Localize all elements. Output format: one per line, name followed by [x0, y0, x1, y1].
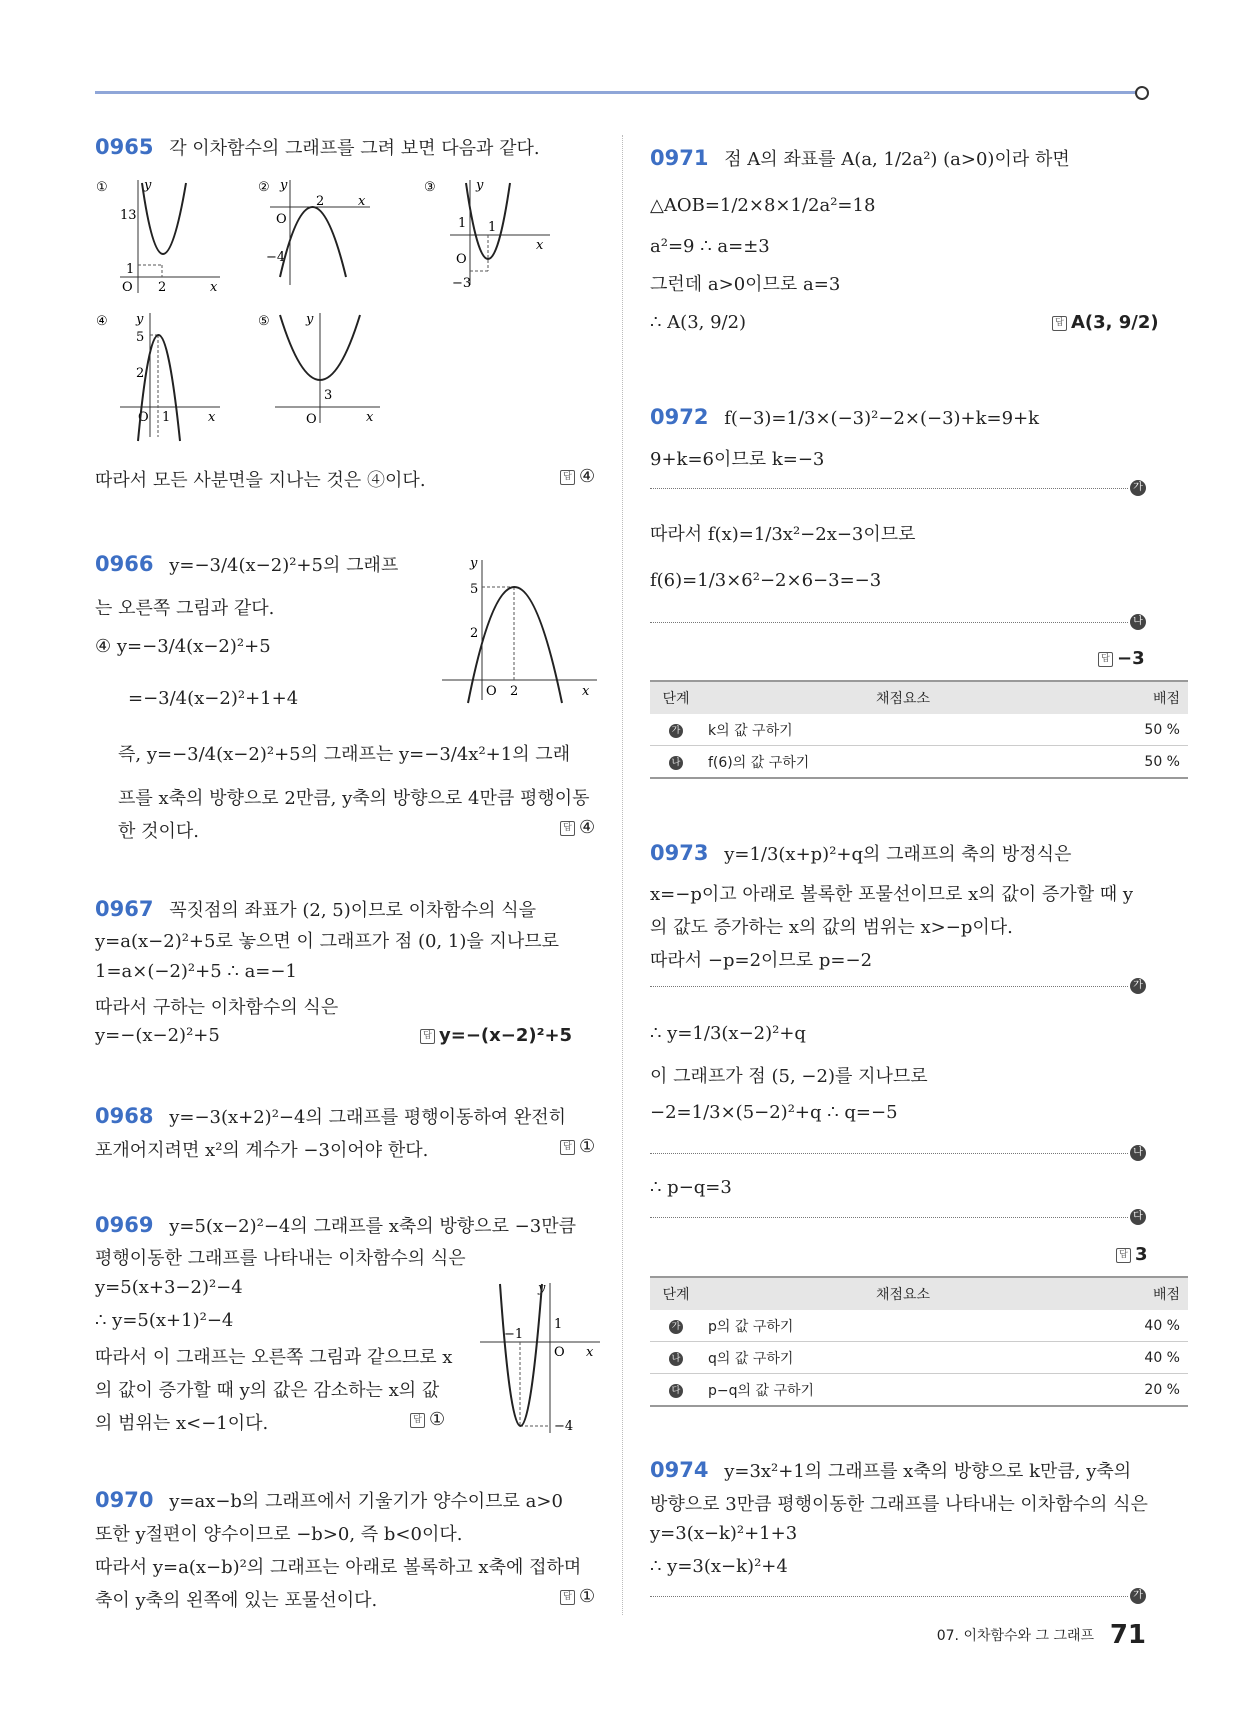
step-mark-da: 다 [1130, 1209, 1146, 1225]
row-item: f(6)의 값 구하기 [702, 746, 1099, 779]
svg-text:5: 5 [136, 330, 145, 345]
graphs-0965 [90, 175, 620, 445]
graph-2 [258, 178, 370, 285]
answer-0970 [560, 1586, 595, 1607]
problem-text: f(−3)=1/3×(−3)²−2×(−3)+k=9+k [724, 408, 1040, 429]
problem-0969-header [95, 1212, 576, 1238]
table-row [650, 1342, 1188, 1374]
table-header-row [650, 681, 1188, 714]
step-mark-ga: 가 [1130, 1588, 1146, 1604]
answer-0967 [420, 1025, 572, 1046]
row-score: 50 % [1099, 714, 1188, 746]
problem-text: 꼭짓점의 좌표가 (2, 5)이므로 이차함수의 식을 [169, 900, 537, 921]
problem-0967-header [95, 896, 536, 922]
problem-text: 각 이차함수의 그래프를 그려 보면 다음과 같다. [169, 138, 540, 159]
problem-number: 0972 [650, 405, 709, 429]
problem-number: 0965 [95, 135, 154, 159]
step-divider [650, 1596, 1128, 1597]
text-line: y=a(x−2)²+5로 놓으면 이 그래프가 점 (0, 1)을 지나므로 [95, 931, 560, 952]
problem-text: y=−3/4(x−2)²+5의 그래프 [169, 555, 399, 576]
answer-0966 [560, 817, 595, 838]
text-line: ∴ y=3(x−k)²+4 [650, 1556, 788, 1577]
problem-text: y=−3(x+2)²−4의 그래프를 평행이동하여 완전히 [169, 1107, 567, 1128]
problem-0968-header [95, 1103, 566, 1129]
graph-0969 [480, 1278, 610, 1438]
svg-text:O: O [122, 280, 133, 295]
graph-label: ② [258, 180, 270, 195]
svg-text:1: 1 [126, 262, 135, 277]
answer-value: −3 [1117, 648, 1145, 669]
svg-text:−4: −4 [554, 1419, 574, 1434]
problem-text: 점 A의 좌표를 A(a, 1/2a²) (a>0)이라 하면 [724, 149, 1070, 170]
problem-number: 0971 [650, 146, 709, 170]
svg-text:2: 2 [510, 684, 519, 699]
table-row [650, 746, 1188, 779]
svg-text:1: 1 [162, 410, 171, 425]
text-line: f(6)=1/3×6²−2×6−3=−3 [650, 570, 882, 591]
svg-text:−1: −1 [504, 1327, 524, 1342]
step-divider [650, 622, 1128, 623]
table-row [650, 1374, 1188, 1407]
svg-text:y: y [144, 178, 152, 193]
graph-label: ④ [96, 314, 108, 329]
graph-4 [96, 312, 220, 441]
answer-icon: 답 [420, 1029, 435, 1044]
step-mark-na: 나 [1130, 1145, 1146, 1161]
svg-text:O: O [138, 410, 149, 425]
svg-text:O: O [486, 684, 497, 699]
table-row [650, 1310, 1188, 1342]
problem-0974-header [650, 1457, 1131, 1483]
svg-text:x: x [586, 1345, 594, 1360]
step-mark: 가 [669, 1320, 683, 1334]
text-line: y=3(x−k)²+1+3 [650, 1523, 798, 1544]
text-line: −2=1/3×(5−2)²+q ∴ q=−5 [650, 1102, 898, 1123]
step-mark: 다 [669, 1384, 683, 1398]
text-line: 따라서 이 그래프는 오른쪽 그림과 같으므로 x [95, 1347, 453, 1368]
svg-text:x: x [208, 410, 216, 425]
page-number: 71 [1109, 1620, 1146, 1650]
answer-icon: 답 [1098, 652, 1113, 667]
svg-text:y: y [470, 556, 478, 571]
answer-0969 [410, 1409, 445, 1430]
answer-icon: 답 [1052, 316, 1067, 331]
text-line: a²=9 ∴ a=±3 [650, 236, 770, 257]
text-line: y=5(x+3−2)²−4 [95, 1277, 243, 1298]
answer-value: 3 [1135, 1244, 1148, 1265]
text-line: 평행이동한 그래프를 나타내는 이차함수의 식은 [95, 1248, 466, 1269]
problem-number: 0970 [95, 1488, 154, 1512]
answer-icon: 답 [1116, 1248, 1131, 1263]
svg-text:O: O [306, 412, 317, 427]
svg-text:1: 1 [554, 1317, 563, 1332]
problem-0973-header [650, 840, 1071, 866]
text-line: 의 값도 증가하는 x의 값의 범위는 x>−p이다. [650, 917, 1013, 938]
header-item: 채점요소 [702, 681, 1099, 714]
step-mark-ga: 가 [1130, 978, 1146, 994]
row-score: 40 % [1099, 1342, 1188, 1374]
problem-number: 0973 [650, 841, 709, 865]
text-line: ∴ y=1/3(x−2)²+q [650, 1023, 806, 1044]
answer-value: y=−(x−2)²+5 [439, 1025, 573, 1046]
answer-0972 [1098, 648, 1145, 669]
svg-text:x: x [210, 280, 218, 295]
step-divider [650, 488, 1128, 489]
problem-0970-header [95, 1487, 563, 1513]
problem-number: 0968 [95, 1104, 154, 1128]
svg-text:2: 2 [158, 280, 167, 295]
problem-text: y=1/3(x+p)²+q의 그래프의 축의 방정식은 [724, 844, 1072, 865]
text-line: 방향으로 3만큼 평행이동한 그래프를 나타내는 이차함수의 식은 [650, 1494, 1148, 1515]
text-line: 포개어지려면 x²의 계수가 −3이어야 한다. [95, 1140, 429, 1161]
problem-0971-header [650, 145, 1070, 171]
header-rule [95, 91, 1141, 94]
text-line: 따라서 y=a(x−b)²의 그래프는 아래로 볼록하고 x축에 접하며 [95, 1557, 582, 1578]
row-item: p−q의 값 구하기 [702, 1374, 1099, 1407]
problem-text: y=ax−b의 그래프에서 기울기가 양수이므로 a>0 [169, 1491, 563, 1512]
answer-value: ① [579, 1136, 596, 1157]
svg-text:3: 3 [324, 388, 333, 403]
column-divider [622, 135, 623, 1615]
score-table-0973 [650, 1276, 1188, 1407]
chapter-title: 07. 이차함수와 그 그래프 [936, 1628, 1095, 1644]
header-item: 채점요소 [702, 1277, 1099, 1310]
row-score: 50 % [1099, 746, 1188, 779]
svg-text:y: y [280, 178, 288, 193]
answer-value: ④ [579, 817, 596, 838]
row-item: q의 값 구하기 [702, 1342, 1099, 1374]
conclusion-0965: 따라서 모든 사분면을 지나는 것은 ④이다. [95, 470, 426, 491]
text-line: 따라서 f(x)=1/3x²−2x−3이므로 [650, 524, 916, 545]
svg-text:13: 13 [120, 208, 137, 223]
text-line: 프를 x축의 방향으로 2만큼, y축의 방향으로 4만큼 평행이동 [118, 788, 590, 809]
svg-text:2: 2 [470, 626, 479, 641]
svg-text:x: x [536, 238, 544, 253]
text-line: 축이 y축의 왼쪽에 있는 포물선이다. [95, 1590, 378, 1611]
row-score: 20 % [1099, 1374, 1188, 1407]
graph-0966 [442, 555, 602, 705]
answer-0971 [1052, 312, 1159, 333]
text-line: △AOB=1/2×8×1/2a²=18 [650, 195, 876, 216]
text-line: 따라서 −p=2이므로 p=−2 [650, 950, 873, 971]
problem-text: y=3x²+1의 그래프를 x축의 방향으로 k만큼, y축의 [724, 1461, 1132, 1482]
text-line: 의 값이 증가할 때 y의 값은 감소하는 x의 값 [95, 1380, 440, 1401]
answer-icon: 답 [560, 821, 575, 836]
svg-text:O: O [554, 1345, 565, 1360]
svg-text:2: 2 [316, 194, 325, 209]
step-divider [650, 986, 1128, 987]
problem-0966-header [95, 551, 398, 577]
answer-icon: 답 [560, 1590, 575, 1605]
answer-icon: 답 [560, 470, 575, 485]
table-row [650, 714, 1188, 746]
step-divider [650, 1217, 1128, 1218]
svg-text:y: y [538, 1281, 546, 1296]
svg-text:x: x [366, 410, 374, 425]
answer-0973 [1116, 1244, 1148, 1265]
text-line: ④ y=−3/4(x−2)²+5 [95, 636, 271, 657]
problem-number: 0966 [95, 552, 154, 576]
text-line: 한 것이다. [118, 821, 199, 842]
svg-text:−4: −4 [266, 250, 286, 265]
svg-text:y: y [476, 178, 484, 193]
svg-text:x: x [358, 194, 366, 209]
text-line: 그런데 a>0이므로 a=3 [650, 274, 841, 295]
graph-1 [96, 178, 220, 295]
problem-number: 0974 [650, 1458, 709, 1482]
text-line: =−3/4(x−2)²+1+4 [128, 688, 299, 709]
text-line: 즉, y=−3/4(x−2)²+5의 그래프는 y=−3/4x²+1의 그래 [118, 744, 571, 765]
row-score: 40 % [1099, 1310, 1188, 1342]
graph-label: ① [96, 180, 108, 195]
graph-label: ⑤ [258, 314, 270, 329]
answer-0968 [560, 1136, 595, 1157]
header-score: 배점 [1099, 681, 1188, 714]
step-mark: 가 [669, 724, 683, 738]
score-table-0972 [650, 680, 1188, 779]
svg-text:2: 2 [136, 366, 145, 381]
header-score: 배점 [1099, 1277, 1188, 1310]
step-mark-na: 나 [1130, 614, 1146, 630]
step-mark: 나 [669, 1352, 683, 1366]
header-rule-dot [1135, 86, 1149, 100]
header-step: 단계 [650, 1277, 702, 1310]
answer-icon: 답 [560, 1140, 575, 1155]
answer-value: A(3, 9/2) [1071, 312, 1159, 333]
text-line: ∴ p−q=3 [650, 1177, 732, 1198]
svg-text:x: x [582, 684, 590, 699]
row-item: k의 값 구하기 [702, 714, 1099, 746]
text-line: ∴ A(3, 9/2) [650, 312, 747, 333]
problem-text: y=5(x−2)²−4의 그래프를 x축의 방향으로 −3만큼 [169, 1216, 576, 1237]
step-mark-ga: 가 [1130, 480, 1146, 496]
answer-icon: 답 [410, 1413, 425, 1428]
text-line: 따라서 구하는 이차함수의 식은 [95, 997, 339, 1018]
answer-0965 [560, 466, 595, 487]
page-footer [937, 1620, 1146, 1650]
text-line: y=−(x−2)²+5 [95, 1025, 220, 1046]
svg-text:5: 5 [470, 582, 479, 597]
row-item: p의 값 구하기 [702, 1310, 1099, 1342]
svg-text:y: y [306, 312, 314, 327]
svg-text:O: O [456, 252, 467, 267]
answer-value: ① [429, 1409, 446, 1430]
svg-text:y: y [136, 312, 144, 327]
problem-0965-header [95, 134, 540, 160]
step-divider [650, 1153, 1128, 1154]
svg-text:O: O [276, 212, 287, 227]
svg-text:−3: −3 [452, 276, 472, 291]
text-line: ∴ y=5(x+1)²−4 [95, 1310, 234, 1331]
text-line: 9+k=6이므로 k=−3 [650, 449, 825, 470]
step-mark: 나 [669, 756, 683, 770]
answer-value: ④ [579, 466, 596, 487]
problem-0972-header [650, 405, 1039, 429]
text-line: 는 오른쪽 그림과 같다. [95, 598, 275, 619]
text-line: 또한 y절편이 양수이므로 −b>0, 즉 b<0이다. [95, 1524, 463, 1545]
text-line: 이 그래프가 점 (5, −2)를 지나므로 [650, 1066, 928, 1087]
table-header-row [650, 1277, 1188, 1310]
header-step: 단계 [650, 681, 702, 714]
problem-number: 0969 [95, 1213, 154, 1237]
graph-3 [424, 178, 550, 291]
problem-number: 0967 [95, 897, 154, 921]
graph-5 [258, 312, 380, 427]
text-line: 의 범위는 x<−1이다. [95, 1413, 269, 1434]
answer-value: ① [579, 1586, 596, 1607]
svg-text:1: 1 [488, 220, 497, 235]
text-line: x=−p이고 아래로 볼록한 포물선이므로 x의 값이 증가할 때 y [650, 884, 1134, 905]
graph-label: ③ [424, 180, 436, 195]
svg-text:1: 1 [458, 216, 467, 231]
text-line: 1=a×(−2)²+5 ∴ a=−1 [95, 961, 297, 982]
